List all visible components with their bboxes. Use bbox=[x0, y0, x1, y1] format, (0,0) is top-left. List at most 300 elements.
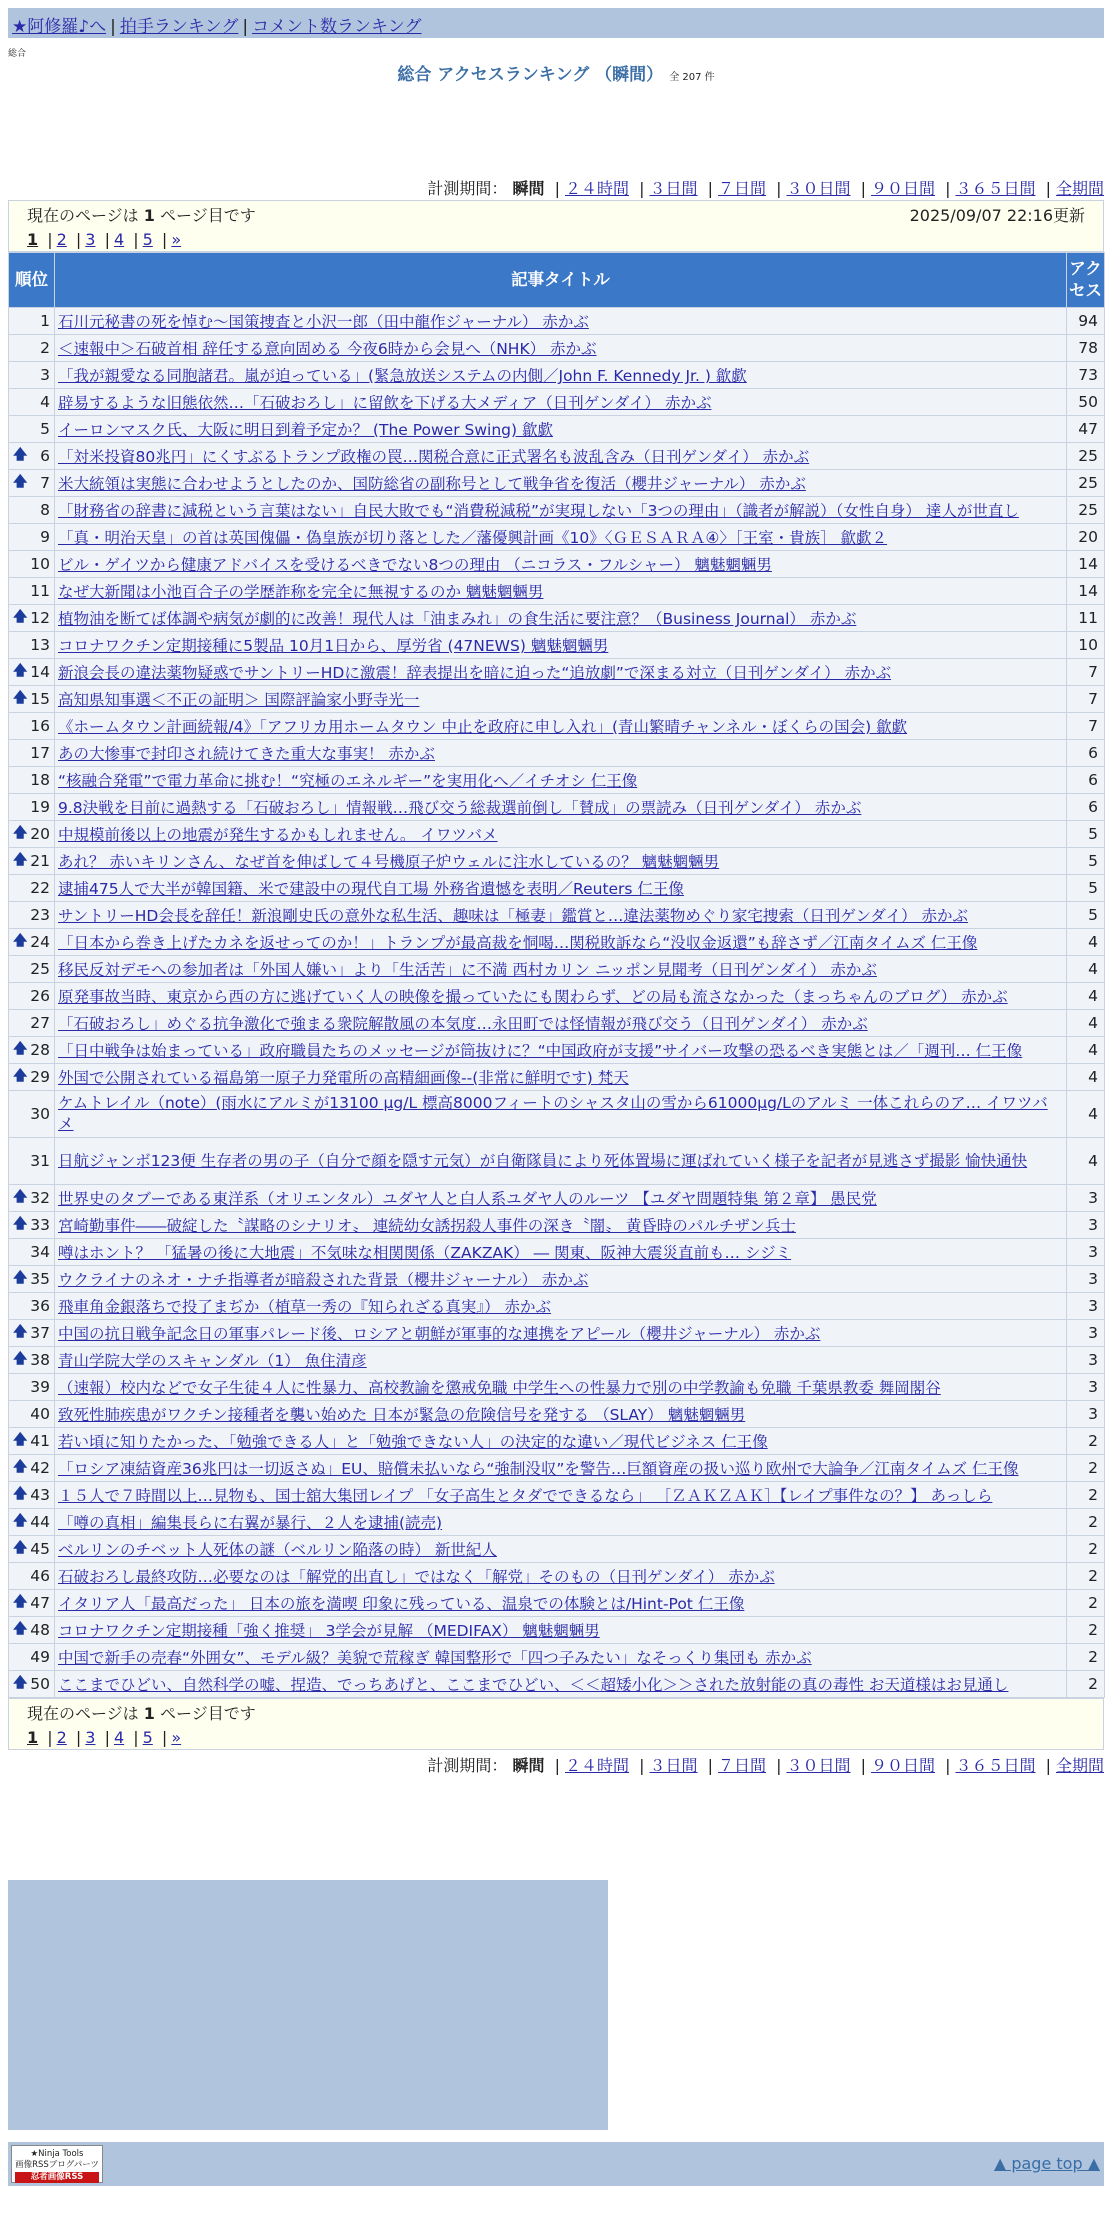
period-link-24h[interactable]: ２４時間 bbox=[564, 1756, 629, 1775]
rank-cell bbox=[9, 551, 55, 578]
rank-cell bbox=[9, 470, 55, 497]
title-cell bbox=[55, 1091, 1067, 1138]
period-current: 瞬間 bbox=[512, 179, 545, 198]
page-prefix: 現在のページは bbox=[27, 1704, 139, 1723]
rank-number: 15 bbox=[30, 690, 50, 708]
article-link[interactable]: 高知県知事選＜不正の証明＞ 国際評論家小野寺光一 bbox=[58, 691, 420, 709]
pager-separator: | bbox=[104, 230, 110, 249]
article-link[interactable]: 中国で新手の売春“外囲女”、モデル級？美貌で荒稼ぎ 韓国整形で「四つ子みたい」なそっくり集団も 赤かぶ bbox=[58, 1649, 812, 1667]
article-link[interactable]: 致死性肺疾患がワクチン接種者を襲い始めた 日本が緊急の危険信号を発する （SLAY） 魑魅魍魎男 bbox=[58, 1406, 746, 1424]
table-row bbox=[9, 578, 1105, 605]
rank-cell bbox=[9, 1091, 55, 1138]
up-arrow-icon: 🡅 bbox=[13, 609, 28, 625]
article-link[interactable]: 移民反対デモへの参加者は「外国人嫌い」より「生活苦」に不満 西村カリン ニッポン見聞考（日刊ゲンダイ） 赤かぶ bbox=[58, 961, 877, 979]
rank-number: 24 bbox=[30, 933, 50, 951]
rank-number: 1 bbox=[40, 312, 50, 330]
up-arrow-icon: 🡅 bbox=[13, 1513, 28, 1529]
home-link[interactable]: ★阿修羅♪へ bbox=[12, 17, 107, 37]
table-row bbox=[9, 1482, 1105, 1509]
page-top-link[interactable]: ▲ page top ▲ bbox=[993, 2154, 1100, 2173]
category-label: 総合 bbox=[8, 49, 27, 59]
period-separator: | bbox=[554, 179, 560, 198]
table-row bbox=[9, 416, 1105, 443]
rank-cell bbox=[9, 1212, 55, 1239]
rank-number: 35 bbox=[30, 1270, 50, 1288]
rank-number: 4 bbox=[40, 393, 50, 411]
pager-link-3[interactable]: 3 bbox=[85, 1728, 96, 1747]
article-link[interactable]: 「日本から巻き上げたカネを返せってのか！」トランプが最高裁を恫喝…関税敗訴なら“没収金返還”も辞さず／江南タイムズ 仁王像 bbox=[58, 934, 978, 952]
rank-number: 38 bbox=[30, 1351, 50, 1369]
title-cell bbox=[55, 875, 1067, 902]
rank-cell bbox=[9, 767, 55, 794]
rank-number: 50 bbox=[30, 1675, 50, 1693]
access-count: 7 bbox=[1067, 659, 1105, 686]
table-row bbox=[9, 1671, 1105, 1698]
access-count: 73 bbox=[1067, 362, 1105, 389]
rank-cell bbox=[9, 1455, 55, 1482]
title-cell bbox=[55, 551, 1067, 578]
title-cell bbox=[55, 1239, 1067, 1266]
title-cell bbox=[55, 821, 1067, 848]
footer-bar bbox=[8, 2142, 1104, 2186]
article-link[interactable]: 世界史のタブーである東洋系（オリエンタル）ユダヤ人と白人系ユダヤ人のルーツ 【ユダヤ問題特集 第２章】 愚民党 bbox=[58, 1190, 877, 1208]
access-count: 78 bbox=[1067, 335, 1105, 362]
pager-separator: | bbox=[75, 230, 82, 249]
article-link[interactable]: コロナワクチン定期接種に5製品 10月1日から、厚労省 (47NEWS) 魑魅魍魎男 bbox=[58, 637, 609, 655]
up-arrow-icon: 🡅 bbox=[13, 690, 28, 706]
rank-cell bbox=[9, 1266, 55, 1293]
article-link[interactable]: 「財務省の辞書に減税という言葉はない」自民大敗でも“消費税減税”が実現しない「3つの理由」（識者が解説）（女性自身） 達人が世直し bbox=[58, 502, 1019, 520]
access-count: 94 bbox=[1067, 308, 1105, 335]
article-link[interactable]: 辟易するような旧態依然…「石破おろし」に留飲を下げる大メディア（日刊ゲンダイ） 赤かぶ bbox=[58, 394, 712, 412]
access-count: 4 bbox=[1067, 1037, 1105, 1064]
rank-cell bbox=[9, 902, 55, 929]
updated-timestamp: 2025/09/07 22:16更新 bbox=[909, 206, 1085, 225]
access-count: 6 bbox=[1067, 740, 1105, 767]
table-row bbox=[9, 1401, 1105, 1428]
access-count: 2 bbox=[1067, 1563, 1105, 1590]
title-cell bbox=[55, 1644, 1067, 1671]
rank-number: 6 bbox=[40, 447, 50, 465]
article-link[interactable]: 中規模前後以上の地震が発生するかもしれません。 イワツバメ bbox=[58, 826, 498, 844]
article-link[interactable]: 「石破おろし」めぐる抗争激化で強まる衆院解散風の本気度…永田町では怪情報が飛び交う（日刊ゲンダイ） 赤かぶ bbox=[58, 1015, 868, 1033]
pager-link-3[interactable]: 3 bbox=[85, 230, 96, 249]
access-count: 2 bbox=[1067, 1617, 1105, 1644]
rank-cell bbox=[9, 416, 55, 443]
access-count: 25 bbox=[1067, 443, 1105, 470]
pager-link-2[interactable]: 2 bbox=[56, 1728, 67, 1747]
rank-number: 49 bbox=[30, 1648, 50, 1666]
title-cell bbox=[55, 416, 1067, 443]
pager-link-2[interactable]: 2 bbox=[56, 230, 67, 249]
title-cell bbox=[55, 632, 1067, 659]
access-count: 14 bbox=[1067, 551, 1105, 578]
access-count: 6 bbox=[1067, 767, 1105, 794]
table-row bbox=[9, 659, 1105, 686]
title-cell bbox=[55, 1401, 1067, 1428]
article-link[interactable]: （速報）校内などで女子生徒４人に性暴力、高校教諭を懲戒免職 中学生への性暴力で別の中学教諭も免職 千葉県教委 舞岡閣谷 bbox=[58, 1379, 941, 1397]
period-separator: | bbox=[860, 179, 866, 198]
table-row bbox=[9, 1563, 1105, 1590]
rank-number: 39 bbox=[30, 1378, 50, 1396]
rank-cell bbox=[9, 1671, 55, 1698]
rank-cell bbox=[9, 443, 55, 470]
up-arrow-icon: 🡅 bbox=[13, 852, 28, 868]
current-page-text bbox=[27, 1701, 256, 1726]
rank-cell bbox=[9, 308, 55, 335]
period-link-24h[interactable]: ２４時間 bbox=[564, 179, 629, 198]
article-link[interactable]: 宮崎勤事件――破綻した〝謀略のシナリオ〟 連続幼女誘拐殺人事件の深き〝闇〟 黄昏時のパルチザン兵士 bbox=[58, 1217, 796, 1235]
access-count: 5 bbox=[1067, 902, 1105, 929]
period-link-3d[interactable]: ３日間 bbox=[649, 1756, 698, 1775]
table-row bbox=[9, 1320, 1105, 1347]
access-count: 3 bbox=[1067, 1266, 1105, 1293]
article-link[interactable]: 若い頃に知りたかった、「勉強できる人」と「勉強できない人」の決定的な違い／現代ビジネス 仁王像 bbox=[58, 1433, 768, 1451]
up-arrow-icon: 🡅 bbox=[13, 1594, 28, 1610]
article-link[interactable]: ここまでひどい、自然科学の嘘、捏造、でっちあげと、ここまでひどい、＜＜超矮小化＞＞された放射能の真の毒性 お天道様はお見通し bbox=[58, 1676, 1009, 1694]
title-cell bbox=[55, 740, 1067, 767]
nav-separator: | bbox=[110, 17, 116, 37]
access-count: 3 bbox=[1067, 1239, 1105, 1266]
rank-cell bbox=[9, 1482, 55, 1509]
access-count: 20 bbox=[1067, 524, 1105, 551]
access-count: 3 bbox=[1067, 1185, 1105, 1212]
rank-cell bbox=[9, 1563, 55, 1590]
table-row bbox=[9, 551, 1105, 578]
period-link-90d[interactable]: ９０日間 bbox=[870, 179, 935, 198]
rank-cell bbox=[9, 1138, 55, 1185]
rank-cell bbox=[9, 497, 55, 524]
period-separator: | bbox=[1045, 1756, 1051, 1775]
rank-number: 40 bbox=[30, 1405, 50, 1423]
table-row bbox=[9, 443, 1105, 470]
title-cell bbox=[55, 1138, 1067, 1185]
ranking-table-body bbox=[9, 308, 1105, 1698]
table-row bbox=[9, 848, 1105, 875]
period-separator: | bbox=[1045, 179, 1051, 198]
article-link[interactable]: イタリア人「最高だった」 日本の旅を満喫 印象に残っている、温泉での体験とは/Hint-Pot 仁王像 bbox=[58, 1595, 745, 1613]
table-row bbox=[9, 389, 1105, 416]
period-selector-top bbox=[427, 176, 1104, 199]
article-link[interactable]: 新浪会長の違法薬物疑惑でサントリーHDに激震！辞表提出を暗に迫った“追放劇”で深まる対立（日刊ゲンダイ） 赤かぶ bbox=[58, 664, 892, 682]
rank-number: 12 bbox=[30, 609, 50, 627]
period-link-3d[interactable]: ３日間 bbox=[649, 179, 698, 198]
table-row bbox=[9, 524, 1105, 551]
logo-mid-text: 画像RSSブログパーツ bbox=[15, 2160, 99, 2170]
page-title-text: 総合 アクセスランキング （瞬間） bbox=[397, 65, 664, 85]
up-arrow-icon: 🡅 bbox=[13, 1270, 28, 1286]
rank-cell bbox=[9, 713, 55, 740]
period-separator: | bbox=[776, 179, 782, 198]
up-arrow-icon: 🡅 bbox=[13, 933, 28, 949]
rank-number: 16 bbox=[30, 717, 50, 735]
period-separator: | bbox=[639, 179, 645, 198]
title-cell bbox=[55, 1563, 1067, 1590]
period-separator: | bbox=[945, 1756, 951, 1775]
table-row bbox=[9, 362, 1105, 389]
article-link[interactable]: あれ？ 赤いキリンさん、なぜ首を伸ばして４号機原子炉ウェルに注水しているの？ 魑魅魍魎男 bbox=[58, 853, 720, 871]
title-cell bbox=[55, 605, 1067, 632]
rank-number: 41 bbox=[30, 1432, 50, 1450]
access-count: 2 bbox=[1067, 1671, 1105, 1698]
page-prefix: 現在のページは bbox=[27, 206, 139, 225]
up-arrow-icon: 🡅 bbox=[13, 663, 28, 679]
period-current: 瞬間 bbox=[512, 1756, 545, 1775]
rank-number: 34 bbox=[30, 1243, 50, 1261]
title-cell bbox=[55, 1671, 1067, 1698]
up-arrow-icon: 🡅 bbox=[13, 1324, 28, 1340]
pager-current: 1 bbox=[27, 230, 39, 249]
rank-cell bbox=[9, 1428, 55, 1455]
period-link-30d[interactable]: ３０日間 bbox=[786, 179, 851, 198]
rank-cell bbox=[9, 335, 55, 362]
title-cell bbox=[55, 1320, 1067, 1347]
rank-number: 36 bbox=[30, 1297, 50, 1315]
comment-ranking-link[interactable]: コメント数ランキング bbox=[252, 17, 422, 37]
clap-ranking-link[interactable]: 拍手ランキング bbox=[119, 17, 239, 37]
title-cell bbox=[55, 1509, 1067, 1536]
rank-number: 25 bbox=[30, 960, 50, 978]
rank-cell bbox=[9, 1509, 55, 1536]
title-cell bbox=[55, 686, 1067, 713]
article-link[interactable]: 青山学院大学のスキャンダル（1） 魚住清彦 bbox=[58, 1352, 367, 1370]
page-info-top bbox=[8, 200, 1104, 252]
rank-number: 3 bbox=[40, 366, 50, 384]
pager-separator: | bbox=[133, 1728, 139, 1747]
pager-next[interactable]: » bbox=[171, 230, 182, 249]
article-link[interactable]: 「日中戦争は始まっている」政府職員たちのメッセージが筒抜けに？“中国政府が支援”サイバー攻撃の恐るべき実態とは／「週刊… 仁王像 bbox=[58, 1042, 1023, 1060]
title-cell bbox=[55, 848, 1067, 875]
page-number: 1 bbox=[143, 1704, 155, 1723]
access-count: 25 bbox=[1067, 470, 1105, 497]
article-link[interactable]: 「噂の真相」編集長らに右翼が暴行、２人を逮捕(読売) bbox=[58, 1514, 443, 1532]
article-link[interactable]: 飛車角金銀落ちで投了まぢか（植草一秀の『知られざる真実』） 赤かぶ bbox=[58, 1298, 552, 1316]
table-row bbox=[9, 1644, 1105, 1671]
access-count: 3 bbox=[1067, 1212, 1105, 1239]
period-link-365d[interactable]: ３６５日間 bbox=[955, 1756, 1036, 1775]
table-row bbox=[9, 1455, 1105, 1482]
rank-cell bbox=[9, 821, 55, 848]
access-count: 11 bbox=[1067, 605, 1105, 632]
pager-separator: | bbox=[104, 1728, 110, 1747]
rank-cell bbox=[9, 1037, 55, 1064]
table-row bbox=[9, 1590, 1105, 1617]
title-header: 記事タイトル bbox=[55, 253, 1067, 308]
title-cell bbox=[55, 1428, 1067, 1455]
pager-link-5[interactable]: 5 bbox=[142, 1728, 153, 1747]
period-link-365d[interactable]: ３６５日間 bbox=[955, 179, 1036, 198]
rank-cell bbox=[9, 1010, 55, 1037]
title-cell bbox=[55, 902, 1067, 929]
rank-cell bbox=[9, 686, 55, 713]
article-link[interactable]: 噂はホント？ 「猛暑の後に大地震」不気味な相関関係（ZAKZAK） ― 関東、阪神大震災直前も… シジミ bbox=[58, 1244, 792, 1262]
period-label: 計測期間： bbox=[427, 1756, 508, 1775]
title-cell bbox=[55, 578, 1067, 605]
rank-cell bbox=[9, 632, 55, 659]
rank-number: 26 bbox=[30, 987, 50, 1005]
article-link[interactable]: 石破おろし最終攻防…必要なのは「解党的出直し」ではなく「解党」そのもの（日刊ゲンダイ） 赤かぶ bbox=[58, 1568, 775, 1586]
pager-separator: | bbox=[47, 230, 53, 249]
up-arrow-icon: 🡅 bbox=[13, 447, 28, 463]
pager-link-4[interactable]: 4 bbox=[113, 1728, 125, 1747]
period-separator: | bbox=[860, 1756, 866, 1775]
rank-number: 10 bbox=[30, 555, 50, 573]
table-row bbox=[9, 1138, 1105, 1185]
article-link[interactable]: 米大統領は実態に合わせようとしたのか、国防総省の副称号として戦争省を復活（櫻井ジャーナル） 赤かぶ bbox=[58, 475, 806, 493]
title-cell bbox=[55, 767, 1067, 794]
article-link[interactable]: ビル・ゲイツから健康アドバイスを受けるべきでない8つの理由 （ニコラス・フルシャー） 魑魅魍魎男 bbox=[58, 556, 772, 574]
pager-separator: | bbox=[47, 1728, 53, 1747]
article-link[interactable]: コロナワクチン定期接種「強く推奨」 3学会が見解 （MEDIFAX） 魑魅魍魎男 bbox=[58, 1622, 600, 1640]
access-count: 5 bbox=[1067, 848, 1105, 875]
table-row bbox=[9, 1509, 1105, 1536]
period-link-90d[interactable]: ９０日間 bbox=[870, 1756, 935, 1775]
rank-cell bbox=[9, 956, 55, 983]
rank-cell bbox=[9, 362, 55, 389]
table-row bbox=[9, 605, 1105, 632]
article-link[interactable]: ベルリンのチベット人死体の謎（ベルリン陥落の時） 新世紀人 bbox=[58, 1541, 497, 1559]
rank-number: 2 bbox=[40, 339, 50, 357]
pager-link-4[interactable]: 4 bbox=[113, 230, 125, 249]
rank-number: 29 bbox=[30, 1068, 50, 1086]
title-cell bbox=[55, 335, 1067, 362]
rank-cell bbox=[9, 1536, 55, 1563]
article-link[interactable]: 中国の抗日戦争記念日の軍事パレード後、ロシアと朝鮮が軍事的な連携をアピール（櫻井ジャーナル） 赤かぶ bbox=[58, 1325, 821, 1343]
rank-cell bbox=[9, 875, 55, 902]
title-cell bbox=[55, 929, 1067, 956]
article-link[interactable]: 「対米投資80兆円」にくすぶるトランプ政権の罠…関税合意に正式署名も波乱含み（日刊ゲンダイ） 赤かぶ bbox=[58, 448, 810, 466]
access-count: 50 bbox=[1067, 389, 1105, 416]
article-link[interactable]: ケムトレイル（note）(雨水にアルミが13100 μg/L 標高8000フィートのシャスタ山の雪から61000μg/Lのアルミ 一体これらのア… イワツバメ bbox=[58, 1094, 1048, 1133]
rank-number: 28 bbox=[30, 1041, 50, 1059]
table-row bbox=[9, 1091, 1105, 1138]
access-count: 4 bbox=[1067, 1138, 1105, 1185]
rank-number: 13 bbox=[30, 636, 50, 654]
period-link-all[interactable]: 全期間 bbox=[1055, 179, 1104, 198]
table-row bbox=[9, 1064, 1105, 1091]
up-arrow-icon: 🡅 bbox=[13, 1189, 28, 1205]
article-link[interactable]: 日航ジャンボ123便 生存者の男の子（自分で顔を隠す元気）が自衛隊員により死体置場に運ばれていく様子を記者が見逃さず撮影 愉快通快 bbox=[58, 1151, 1028, 1170]
table-row bbox=[9, 470, 1105, 497]
title-cell bbox=[55, 1185, 1067, 1212]
title-cell bbox=[55, 497, 1067, 524]
article-link[interactable]: サントリーHD会長を辞任！新浪剛史氏の意外な私生活、趣味は「極妻」鑑賞と…違法薬物めぐり家宅捜索（日刊ゲンダイ） 赤かぶ bbox=[58, 907, 969, 925]
rank-cell bbox=[9, 794, 55, 821]
access-count: 5 bbox=[1067, 821, 1105, 848]
article-link[interactable]: イーロンマスク氏、大阪に明日到着予定か？ (The Power Swing) 歙歔 bbox=[58, 421, 553, 439]
up-arrow-icon: 🡅 bbox=[13, 1432, 28, 1448]
period-link-30d[interactable]: ３０日間 bbox=[786, 1756, 851, 1775]
rank-cell bbox=[9, 605, 55, 632]
ranking-table bbox=[8, 252, 1105, 1698]
period-link-7d[interactable]: ７日間 bbox=[717, 1756, 766, 1775]
rank-number: 48 bbox=[30, 1621, 50, 1639]
rank-number: 22 bbox=[30, 879, 50, 897]
article-link[interactable]: “核融合発電”で電力革命に挑む！“究極のエネルギー”を実用化へ／イチオシ 仁王像 bbox=[58, 772, 638, 790]
title-cell bbox=[55, 362, 1067, 389]
article-link[interactable]: 「ロシア凍結資産36兆円は一切返さぬ」EU、賠償未払いなら“強制没収”を警告…巨額資産の扱い巡り欧州で大論争／江南タイムズ 仁王像 bbox=[58, 1460, 1019, 1478]
rank-number: 43 bbox=[30, 1486, 50, 1504]
article-link[interactable]: 《ホームタウン計画続報/4》「アフリカ用ホームタウン 中止を政府に申し入れ」(青山繁晴チャンネル・ぼくらの国会) 歙歔 bbox=[58, 718, 908, 736]
title-cell bbox=[55, 1010, 1067, 1037]
rank-number: 30 bbox=[30, 1104, 50, 1123]
access-count: 47 bbox=[1067, 416, 1105, 443]
table-row bbox=[9, 1037, 1105, 1064]
title-cell bbox=[55, 1037, 1067, 1064]
rank-cell bbox=[9, 1401, 55, 1428]
article-link[interactable]: 原発事故当時、東京から西の方に逃げていく人の映像を撮っていたにも関わらず、どの局も流さなかった（まっちゃんのブログ） 赤かぶ bbox=[58, 988, 1008, 1006]
article-link[interactable]: あの大惨事で封印され続けてきた重大な事実！ 赤かぶ bbox=[58, 745, 435, 763]
ad-placeholder-box bbox=[8, 1880, 608, 2130]
rank-cell bbox=[9, 848, 55, 875]
article-link[interactable]: 石川元秘書の死を悼む〜国策捜査と小沢一郎（田中龍作ジャーナル） 赤かぶ bbox=[58, 313, 589, 331]
table-row bbox=[9, 1347, 1105, 1374]
up-arrow-icon: 🡅 bbox=[13, 1486, 28, 1502]
rank-cell bbox=[9, 1064, 55, 1091]
table-row bbox=[9, 1239, 1105, 1266]
title-cell bbox=[55, 713, 1067, 740]
rank-number: 46 bbox=[30, 1567, 50, 1585]
pager-link-5[interactable]: 5 bbox=[142, 230, 153, 249]
article-link[interactable]: 「真・明治天皇」の首は英国傀儡・偽皇族が切り落とした／藩優興計画《10》〈ＧＥＳＡＲＡ④〉［王室・貴族］ 歙歔２ bbox=[58, 529, 888, 547]
rank-header: 順位 bbox=[9, 253, 55, 308]
period-link-all[interactable]: 全期間 bbox=[1055, 1756, 1104, 1775]
article-link[interactable]: 植物油を断てば体調や病気が劇的に改善！現代人は「油まみれ」の食生活に要注意？（Business Journal） 赤かぶ bbox=[58, 610, 857, 628]
rank-number: 19 bbox=[30, 798, 50, 816]
article-link[interactable]: 逮捕475人で大半が韓国籍、米で建設中の現代自工場 外務省遺憾を表明／Reuters 仁王像 bbox=[58, 880, 684, 898]
title-cell bbox=[55, 1347, 1067, 1374]
access-header: アクセス bbox=[1067, 253, 1105, 308]
ninja-rss-logo[interactable] bbox=[11, 2145, 103, 2183]
table-row bbox=[9, 767, 1105, 794]
article-link[interactable]: 「我が親愛なる同胞諸君。嵐が迫っている」(緊急放送システムの内側／John F. Kennedy Jr. ) 歙歔 bbox=[58, 367, 747, 385]
article-link[interactable]: 9.8決戦を目前に過熱する「石破おろし」情報戦…飛び交う総裁選前倒し「賛成」の票読み（日刊ゲンダイ） 赤かぶ bbox=[58, 799, 862, 817]
title-cell bbox=[55, 524, 1067, 551]
article-link[interactable]: ＜速報中＞石破首相 辞任する意向固める 今夜6時から会見へ（NHK） 赤かぶ bbox=[58, 340, 597, 358]
up-arrow-icon: 🡅 bbox=[13, 1068, 28, 1084]
article-link[interactable]: ウクライナのネオ・ナチ指導者が暗殺された背景（櫻井ジャーナル） 赤かぶ bbox=[58, 1271, 589, 1289]
rank-number: 21 bbox=[30, 852, 50, 870]
rank-number: 31 bbox=[30, 1151, 50, 1170]
table-row bbox=[9, 1293, 1105, 1320]
title-cell bbox=[55, 470, 1067, 497]
page-info-bottom bbox=[8, 1698, 1104, 1750]
title-cell bbox=[55, 1590, 1067, 1617]
access-count: 7 bbox=[1067, 686, 1105, 713]
period-link-7d[interactable]: ７日間 bbox=[717, 179, 766, 198]
page-suffix: ページ目です bbox=[160, 1704, 256, 1723]
up-arrow-icon: 🡅 bbox=[13, 1540, 28, 1556]
rank-cell bbox=[9, 929, 55, 956]
access-count: 7 bbox=[1067, 713, 1105, 740]
page-suffix: ページ目です bbox=[160, 206, 256, 225]
rank-cell bbox=[9, 1239, 55, 1266]
rank-number: 47 bbox=[30, 1594, 50, 1612]
pager-separator: | bbox=[133, 230, 139, 249]
rank-cell bbox=[9, 659, 55, 686]
access-count: 2 bbox=[1067, 1590, 1105, 1617]
access-count: 3 bbox=[1067, 1293, 1105, 1320]
pager-next[interactable]: » bbox=[171, 1728, 182, 1747]
article-link[interactable]: なぜ大新聞は小池百合子の学歴詐称を完全に無視するのか 魑魅魍魎男 bbox=[58, 583, 544, 601]
rank-number: 7 bbox=[40, 474, 50, 492]
page-number: 1 bbox=[143, 206, 155, 225]
article-link[interactable]: 外国で公開されている福島第一原子力発電所の高精細画像--(非常に鮮明です) 梵天 bbox=[58, 1069, 629, 1087]
period-separator: | bbox=[776, 1756, 782, 1775]
table-row bbox=[9, 875, 1105, 902]
article-link[interactable]: １５人で７時間以上…見物も、国士舘大集団レイプ 「女子高生とタダでできるなら」 ［ＺＡＫＺＡＫ］【レイプ事件なの？】 あっしら bbox=[58, 1487, 993, 1505]
title-cell bbox=[55, 1064, 1067, 1091]
